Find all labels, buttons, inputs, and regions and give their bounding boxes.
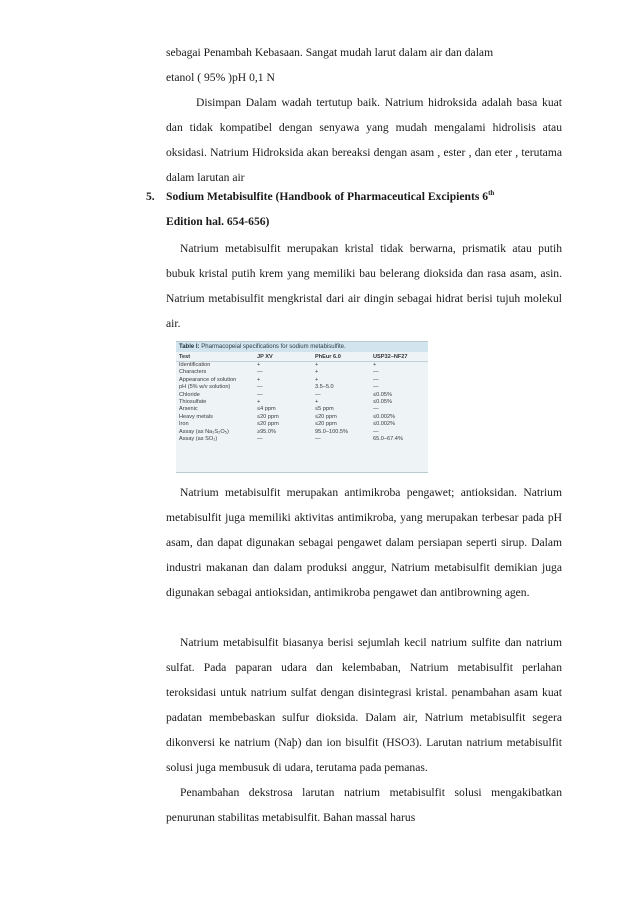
table-cell: ≤20 ppm xyxy=(315,413,337,420)
table-cell: ≤0.002% xyxy=(373,413,396,420)
table-cell: + xyxy=(257,376,261,383)
paragraph-uses: Natrium metabisulfit merupakan antimikroba pengawet; antioksidan. Natrium metabisulfit juga memiliki aktivitas antimikroba, yang merupakan terbesar pada pH asam, dan dapat digunakan sebagai pengawet dalam persiapan seperti sirup. Dalam industri makanan dan dalam produksi anggur, Natrium metabisulfit demikian juga digunakan sebagai antioksidan, antimikroba pengawet dan antibrowning agen. xyxy=(166,486,562,599)
table-row xyxy=(176,436,428,443)
table-row xyxy=(176,421,428,428)
table-cell: 3.5–5.0 xyxy=(315,384,334,391)
section-number: 5. xyxy=(146,190,155,203)
table-cell: Chloride xyxy=(179,391,200,398)
paragraph-line-2: etanol ( 95% )pH 0,1 N xyxy=(166,71,275,84)
table-header-cell: JP XV xyxy=(257,354,273,360)
section-heading: Sodium Metabisulfite (Handbook of Pharmaceutical Excipients 6th xyxy=(166,189,495,203)
table-cell: Heavy metals xyxy=(179,413,213,420)
table-cell: Iron xyxy=(179,421,189,428)
table-row xyxy=(176,362,428,369)
pharmacopeial-spec-table xyxy=(176,341,428,473)
table-row xyxy=(176,399,428,406)
table-cell: 95.0–100.5% xyxy=(315,428,348,435)
table-cell: Identification xyxy=(179,362,211,368)
table-row xyxy=(176,406,428,413)
table-cell: — xyxy=(315,391,321,398)
table-row xyxy=(176,369,428,376)
table-cell: ≤20 ppm xyxy=(257,413,279,420)
section-heading-continued: Edition hal. 654-656) xyxy=(166,215,270,228)
table-cell: + xyxy=(315,369,319,376)
table-cell: + xyxy=(373,362,377,368)
table-row xyxy=(176,429,428,436)
table-cell: — xyxy=(257,436,263,443)
table-cell: Characters xyxy=(179,369,207,376)
table-cell: — xyxy=(373,376,379,383)
paragraph-dextrose: Penambahan dekstrosa larutan natrium metabisulfit solusi mengakibatkan penurunan stabilitas metabisulfit. Bahan massal harus xyxy=(166,786,562,824)
table-row xyxy=(176,384,428,391)
table-cell: pH (5% w/v solution) xyxy=(179,384,231,391)
table-body xyxy=(176,362,428,443)
paragraph-line-1: sebagai Penambah Kebasaan. Sangat mudah larut dalam air dan dalam xyxy=(166,46,494,59)
paragraph-stability: Natrium metabisulfit biasanya berisi sejumlah kecil natrium sulfite dan natrium sulfat. Pada paparan udara dan kelembaban, Natrium metabisulfit perlahan teroksidasi untuk natrium sulfat dengan disintegrasi kristal. penambahan asam kuat padatan membebaskan sulfur dioksida. Dalam air, Natrium metabisulfit segera dikonversi ke natrium (Naþ) dan ion bisulfit (HSO3). Larutan natrium metabisulfit solusi juga membusuk di udara, terutama pada pemanas. xyxy=(166,636,562,774)
table-cell: 65.0–67.4% xyxy=(373,436,403,443)
table-cell: — xyxy=(373,384,379,391)
table-cell: + xyxy=(315,399,319,406)
table-title: Table I: Pharmacopeial specifications for sodium metabisulfite. xyxy=(176,342,428,352)
table-header-row xyxy=(176,352,428,362)
table-cell: — xyxy=(373,428,379,435)
table-cell: ≥95.0% xyxy=(257,428,276,435)
table-cell: Arsenic xyxy=(179,406,198,413)
table-cell: + xyxy=(257,399,261,406)
table-cell: Thiosulfate xyxy=(179,399,207,406)
table-cell: ≤0.05% xyxy=(373,391,392,398)
table-cell: — xyxy=(257,391,263,398)
table-cell: ≤4 ppm xyxy=(257,406,276,413)
table-cell: + xyxy=(315,376,319,383)
table-cell: — xyxy=(257,369,263,376)
table-cell: Assay (as Na₂S₂O₅) xyxy=(179,428,229,435)
table-cell: ≤20 ppm xyxy=(315,421,337,428)
table-cell: Assay (as SO₂) xyxy=(179,436,218,443)
table-cell: — xyxy=(315,436,321,443)
table-cell: — xyxy=(373,369,379,376)
table-row xyxy=(176,414,428,421)
paragraph-description: Natrium metabisulfit merupakan kristal tidak berwarna, prismatik atau putih bubuk kristal putih krem yang memiliki bau belerang dioksida dan rasa asam, asin. Natrium metabisulfit mengkristal dari air dingin sebagai hidrat berisi tujuh molekul air. xyxy=(166,242,562,330)
table-cell: Appearance of solution xyxy=(179,376,237,383)
table-row xyxy=(176,392,428,399)
table-cell: + xyxy=(315,362,319,368)
table-cell: ≤0.002% xyxy=(373,421,396,428)
table-cell: ≤20 ppm xyxy=(257,421,279,428)
table-cell: — xyxy=(257,384,263,391)
table-cell: — xyxy=(373,406,379,413)
table-header-cell: Test xyxy=(179,354,191,360)
table-header-cell: USP32–NF27 xyxy=(373,354,408,360)
paragraph-storage: Disimpan Dalam wadah tertutup baik. Natrium hidroksida adalah basa kuat dan tidak kompatibel dengan senyawa yang mudah mengalami hidrolisis atau oksidasi. Natrium Hidroksida akan bereaksi dengan asam , ester , dan eter , terutama dalam larutan air xyxy=(166,96,562,184)
table-header-cell: PhEur 6.0 xyxy=(315,354,341,360)
table-cell: ≤0.05% xyxy=(373,399,392,406)
table-row xyxy=(176,377,428,384)
table-cell: ≤5 ppm xyxy=(315,406,334,413)
table-cell: + xyxy=(257,362,261,368)
